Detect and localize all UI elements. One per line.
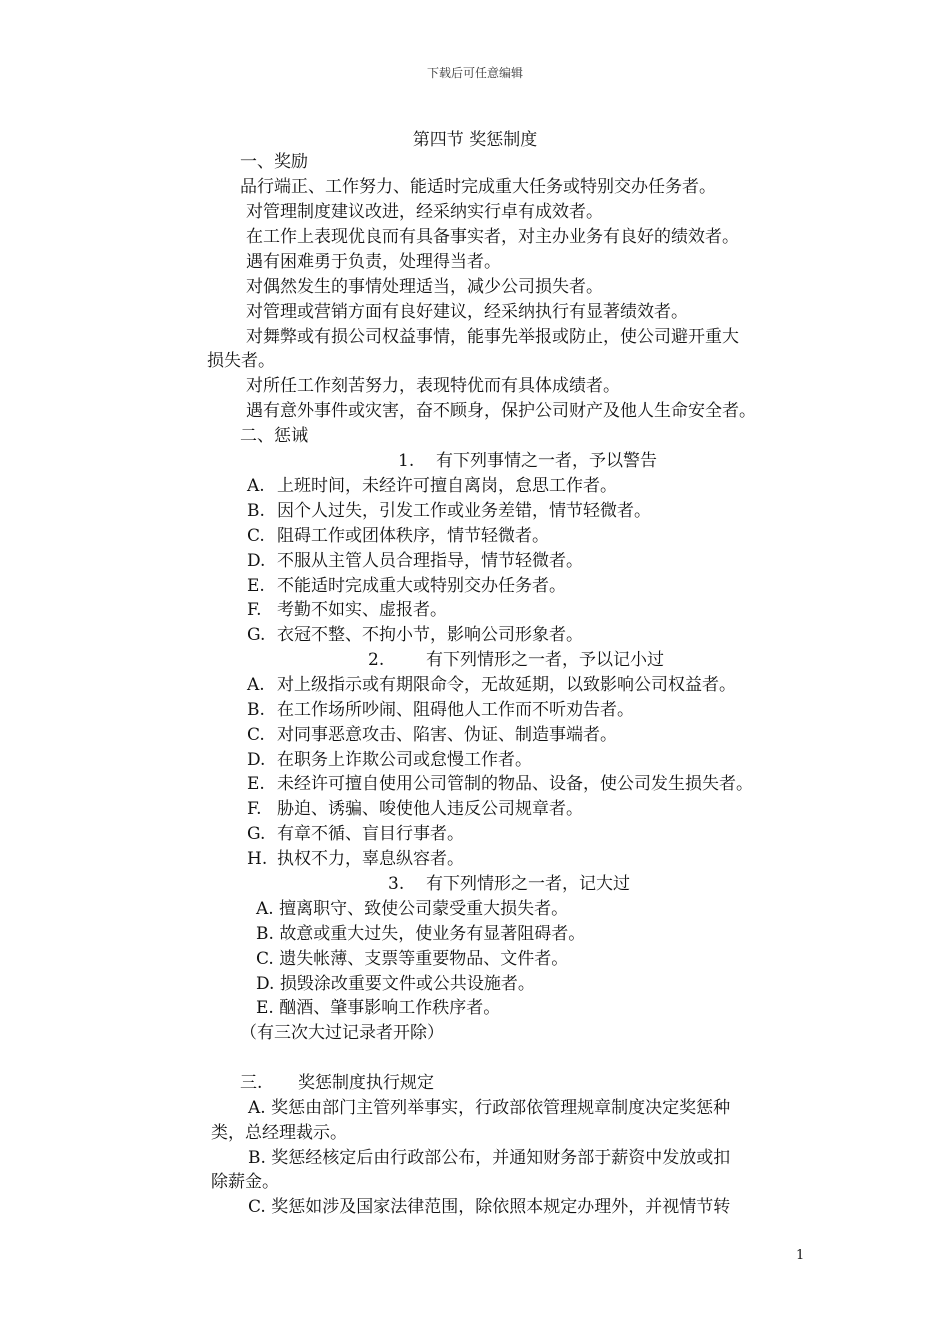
reward-item: 对管理或营销方面有良好建议，经采纳执行有显著绩效者。	[246, 302, 688, 322]
list-item: D. 损毁涂改重要文件或公共设施者。	[256, 974, 535, 994]
list-item: H. 执权不力，辜息纵容者。	[247, 849, 464, 869]
list-item: G. 衣冠不整、不拘小节，影响公司形象者。	[247, 625, 583, 645]
reward-item: 对偶然发生的事情处理适当，减少公司损失者。	[246, 277, 603, 297]
dismissal-note: （有三次大过记录者开除）	[240, 1023, 444, 1043]
punish-heading: 二、惩诫	[240, 426, 308, 446]
reward-item: 遇有困难勇于负责，处理得当者。	[246, 252, 501, 272]
section-title: 第四节 奖惩制度	[412, 130, 538, 150]
group-title-text: 有下列事情之一者，予以警告	[436, 451, 657, 471]
list-item: E. 酗酒、肇事影响工作秩序者。	[256, 998, 501, 1018]
reward-item: 对管理制度建议改进，经采纳实行卓有成效者。	[246, 202, 603, 222]
list-item: C. 对同事恶意攻击、陷害、伪证、制造事端者。	[247, 725, 617, 745]
punish-group-title	[388, 872, 630, 896]
list-item: F. 考勤不如实、虚报者。	[247, 600, 447, 620]
reward-item: 对所任工作刻苦努力，表现特优而有具体成绩者。	[246, 376, 620, 396]
rules-heading	[240, 1071, 434, 1095]
page-number: 1	[796, 1248, 805, 1263]
list-item: G. 有章不循、盲目行事者。	[247, 824, 464, 844]
punish-group-title	[368, 648, 664, 672]
rules-line: C. 奖惩如涉及国家法律范围，除依照本规定办理外，并视情节转	[248, 1197, 731, 1217]
list-item: E. 未经许可擅自使用公司管制的物品、设备，使公司发生损失者。	[247, 774, 753, 794]
reward-item-continued: 损失者。	[207, 351, 275, 371]
rules-heading-text: 奖惩制度执行规定	[298, 1073, 434, 1093]
list-item: B. 因个人过失，引发工作或业务差错，情节轻微者。	[247, 501, 651, 521]
group-title-text: 有下列情形之一者，记大过	[426, 874, 630, 894]
rules-line: A. 奖惩由部门主管列举事实，行政部依管理规章制度决定奖惩种	[248, 1098, 731, 1118]
group-number: 2.	[368, 650, 385, 670]
reward-item: 在工作上表现优良而有具备事实者，对主办业务有良好的绩效者。	[246, 227, 739, 247]
list-item: B. 故意或重大过失，使业务有显著阻碍者。	[256, 924, 586, 944]
group-number: 1.	[398, 451, 415, 471]
list-item: A. 擅离职守、致使公司蒙受重大损失者。	[256, 899, 569, 919]
reward-item: 对舞弊或有损公司权益事情，能事先举报或防止，使公司避开重大	[246, 327, 739, 347]
list-item: A. 对上级指示或有期限命令，无故延期，以致影响公司权益者。	[247, 675, 736, 695]
list-item: D. 不服从主管人员合理指导，情节轻微者。	[247, 551, 583, 571]
rules-heading-number: 三.	[240, 1073, 263, 1093]
punish-group-title	[398, 449, 657, 473]
reward-item: 遇有意外事件或灾害，奋不顾身，保护公司财产及他人生命安全者。	[246, 401, 756, 421]
list-item: C. 遗失帐薄、支票等重要物品、文件者。	[256, 949, 569, 969]
reward-item: 品行端正、工作努力、能适时完成重大任务或特别交办任务者。	[240, 177, 716, 197]
group-title-text: 有下列情形之一者，予以记小过	[426, 650, 664, 670]
list-item: B. 在工作场所吵闹、阻碍他人工作而不听劝告者。	[247, 700, 634, 720]
list-item: E. 不能适时完成重大或特别交办任务者。	[247, 576, 566, 596]
rules-line: B. 奖惩经核定后由行政部公布，并通知财务部于薪资中发放或扣	[248, 1148, 731, 1168]
list-item: F. 胁迫、诱骗、唆使他人违反公司规章者。	[247, 799, 583, 819]
list-item: D. 在职务上诈欺公司或怠慢工作者。	[247, 750, 532, 770]
reward-heading: 一、奖励	[240, 152, 308, 172]
list-item: A. 上班时间，未经许可擅自离岗，怠思工作者。	[247, 476, 617, 496]
rules-line-continued: 除薪金。	[211, 1172, 279, 1192]
group-number: 3.	[388, 874, 405, 894]
list-item: C. 阻碍工作或团体秩序，情节轻微者。	[247, 526, 549, 546]
page-header-note: 下载后可任意编辑	[426, 66, 523, 80]
rules-line-continued: 类，总经理裁示。	[211, 1123, 347, 1143]
